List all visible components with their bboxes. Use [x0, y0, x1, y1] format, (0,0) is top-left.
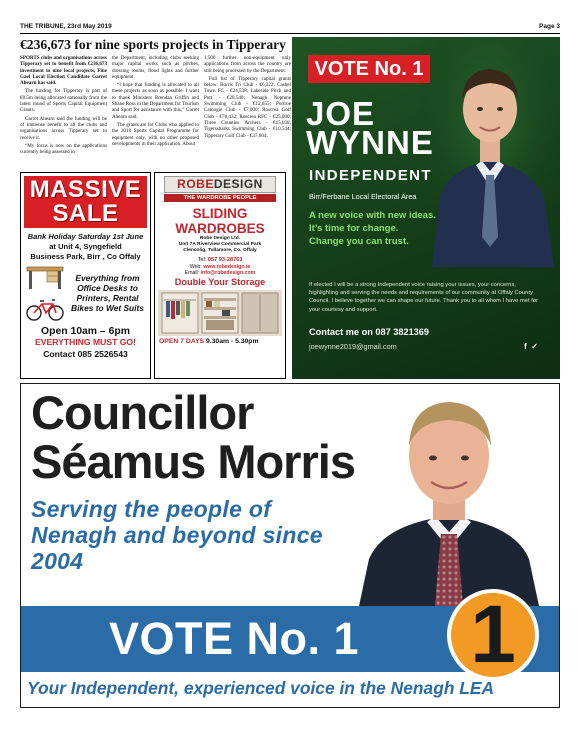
seamus-morris-ad	[20, 383, 560, 708]
wardrobe-photo	[158, 290, 282, 336]
number-one-badge: 1	[447, 589, 539, 681]
article-paragraph: “My focus is now on the applications currently being assessed in	[20, 142, 107, 156]
sale-banner-massive: MASSIVE	[29, 176, 142, 203]
robe-address-2: Clencolig, Tullamore, Co. Offaly	[183, 248, 257, 254]
sale-hours: Open 10am – 6pm	[41, 326, 130, 337]
article-paragraph: The grants are for Clubs who applied to the 2018 Sports Capital Programme for equipment only, with no other proposed developments in their application. About	[112, 121, 199, 147]
candidate-statement: If elected I will be a strong Independent voice raising your issues, your concerns, highlighting and serving the needs and requirements of our community at Offaly County Council. I believe together we can shape our future. Thank you to all whom I have met for your courtesy and support.	[309, 282, 538, 313]
article-column-2	[112, 55, 199, 157]
issue-date: THE TRIBUNE, 23rd May 2019	[20, 23, 112, 30]
robe-address-1: Unit 7A Riverview Commercial Park	[178, 242, 262, 248]
sale-location-2: Business Park, Birr , Co Offaly	[30, 252, 141, 261]
sale-banner	[24, 176, 147, 228]
robe-design-ad	[154, 172, 286, 379]
councillor-footer: Your Independent, experienced voice in the Nenagh LEA	[27, 678, 495, 698]
electoral-area: Birr/Ferbane Local Electoral Area	[309, 192, 417, 201]
councillor-tagline: Serving the people of Nenagh and beyond since 2004	[31, 496, 323, 574]
article-sports-projects	[20, 37, 292, 170]
bike-icon	[25, 296, 65, 322]
robe-telephone: Tel: 057 93-28763	[197, 256, 243, 263]
campaign-slogan: A new voice with new ideas. It’s time for change. Change you can trust.	[309, 210, 436, 247]
robe-storage-slogan: Double Your Storage	[174, 276, 266, 287]
article-lead: SPORTS clubs and organisations across Tipperary set to benefit from €236,673 investment in nine local projects, Fine Gael Local Election Candidate Garret Ahearn has said.	[20, 55, 107, 87]
robe-subtitle: THE WARDROBE PEOPLE	[164, 194, 276, 202]
robe-website[interactable]: Web: www.robedesign.ie	[189, 263, 251, 270]
candidate-affiliation: INDEPENDENT	[309, 167, 432, 184]
sale-banner-sale: SALE	[52, 200, 119, 227]
twitter-icon[interactable]: ✓	[531, 342, 538, 351]
sale-items: Everything from Office Desks to Printers, Rental Bikes to Wet Suits	[71, 273, 144, 313]
article-paragraph: 1,500 further non-equipment only applications from across the country are still being processed by the Department.	[204, 55, 291, 74]
article-headline: €236,673 for nine sports projects in Tipperary	[20, 37, 286, 52]
robe-email[interactable]: Email: info@robedesign.com	[184, 270, 256, 277]
article-paragraph: Garret Ahearn said the funding will be of immense benefit to all the clubs and organisations across Tipperary set to receive it.	[20, 115, 107, 141]
candidate-email[interactable]: joewynne2019@gmail.com	[309, 342, 397, 351]
joe-wynne-ad	[292, 37, 560, 379]
facebook-icon[interactable]: f	[524, 342, 527, 351]
candidate-photo-joe-wynne	[420, 37, 560, 267]
article-paragraph: the Department, including clubs seeking major capital works such as pitches, dressing rooms, flood lights and further equipment.	[112, 55, 199, 80]
vote-no-1-text: VOTE No. 1	[109, 613, 360, 664]
robe-title: SLIDING WARDROBES	[175, 206, 265, 236]
councillor-title: Councillor Séamus Morris	[31, 386, 355, 488]
article-column-1	[20, 55, 107, 157]
sale-contact: Contact 085 2526543	[43, 349, 128, 359]
candidate-photo-seamus-morris	[339, 384, 559, 606]
robe-design-logo: ROBEDESIGN	[164, 176, 276, 193]
article-paragraph: Full list of Tipperary capital grants below: Borris Tri Club - €6,322; Cashel Town FC - €24,538; Lakeside Pitch and Putt - €28,540; Nenagh Neptune Swimming Club - €12,655; Portroe Camogie Club - €7,000; Roscrea Golf Club - €70,432; Roscrea RFC - €25,000; Three Counties Archers - €15,038; Tigerssharks Swimming Club - €10,544; Tipperary Golf Club - €37,804.	[204, 75, 291, 139]
robe-opening-hours: OPEN 7 DAYS 9.30am - 5.30pm	[159, 337, 259, 345]
candidate-phone: Contact me on 087 3821369	[309, 327, 430, 337]
article-column-3	[204, 55, 291, 157]
vote-no-1-badge: VOTE No. 1	[308, 55, 430, 83]
article-body	[20, 55, 292, 157]
sale-location-1: at Unit 4, Syngefield	[49, 242, 122, 251]
social-icons	[524, 342, 538, 351]
running-head	[20, 20, 560, 34]
robe-company: Robe Design Ltd.	[199, 236, 241, 241]
desk-icon	[25, 264, 65, 290]
sale-date: Bank Holiday Saturday 1st June	[27, 232, 144, 241]
page-number: Page 3	[539, 23, 560, 30]
sale-everything-must-go: EVERYTHING MUST GO!	[35, 337, 136, 347]
article-paragraph: The funding for Tipperary is part of €8.5m being allocated nationally from the latest round of Sports Capital Equipment Grants.	[20, 88, 107, 114]
article-paragraph: “I hope that funding is allocated to all these projects as soon as possible. I want to thank Ministers Brendan Griffin and Shane Ross in the Department for Tourism and Sport for assistance with this,” Garret Ahearn said.	[112, 82, 199, 120]
candidate-name: JOE WYNNE	[306, 95, 434, 161]
massive-sale-ad	[20, 172, 151, 379]
